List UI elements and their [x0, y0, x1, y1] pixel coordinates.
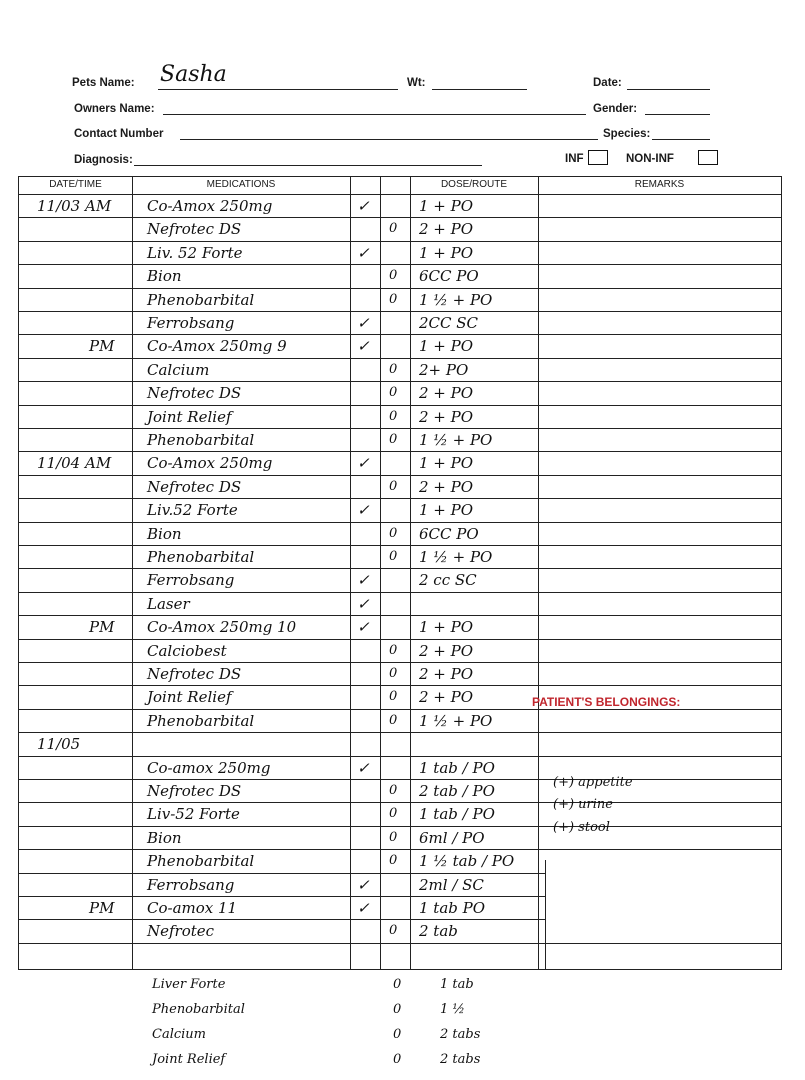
row-medication: Joint Relief	[147, 688, 232, 707]
col-header-dose: DOSE/ROUTE	[440, 179, 508, 190]
row-medication: Nefrotec	[147, 922, 215, 941]
row-dose: 6ml / PO	[419, 828, 485, 847]
col-divider	[380, 177, 381, 969]
medication-table	[18, 176, 782, 970]
contact-line	[180, 139, 598, 140]
row-dose: 2 + PO	[419, 688, 474, 707]
owners-name-line	[163, 114, 586, 115]
row-dose: 2 + PO	[419, 477, 474, 496]
row-dose: 1 tab / PO	[419, 805, 495, 824]
weight-label: Wt:	[407, 77, 426, 89]
pets-name-line	[158, 89, 398, 90]
row-date: 11/03 AM	[37, 197, 112, 215]
row-divider	[19, 756, 781, 757]
below-dose: 2 tabs	[440, 1027, 481, 1042]
row-zero: 0	[389, 408, 398, 424]
row-check: ✓	[357, 758, 370, 777]
row-divider	[19, 405, 781, 406]
row-divider	[19, 685, 781, 686]
row-medication: Phenobarbital	[147, 290, 255, 309]
row-divider	[19, 802, 781, 803]
below-medication: Phenobarbital	[152, 1002, 245, 1017]
row-medication: Co-amox 250mg	[147, 758, 271, 777]
row-divider	[19, 943, 781, 944]
row-medication: Nefrotec DS	[147, 220, 242, 239]
gender-line	[645, 114, 710, 115]
row-divider	[19, 288, 781, 289]
below-dose: 2 tabs	[440, 1052, 481, 1067]
row-zero: 0	[389, 291, 398, 307]
remark-appetite: (+) appetite	[553, 775, 633, 790]
row-zero: 0	[389, 478, 398, 494]
gender-label: Gender:	[593, 103, 638, 115]
below-zero: 0	[393, 1027, 402, 1042]
row-medication: Bion	[147, 267, 182, 286]
row-date: 11/04 AM	[37, 454, 112, 473]
row-check: ✓	[357, 899, 370, 917]
row-zero: 0	[389, 361, 398, 377]
col-divider	[410, 177, 411, 969]
row-divider	[19, 522, 781, 523]
row-divider	[19, 873, 545, 874]
row-divider	[19, 732, 781, 733]
row-divider	[19, 592, 781, 593]
col-divider	[350, 177, 351, 969]
row-medication: Laser	[147, 594, 190, 613]
date-line	[627, 89, 710, 90]
below-dose: 1 tab	[440, 977, 474, 992]
row-check: ✓	[357, 243, 370, 262]
row-dose: 2+ PO	[419, 360, 469, 379]
row-zero: 0	[389, 829, 398, 845]
row-date: PM	[89, 618, 115, 637]
row-zero: 0	[389, 525, 398, 541]
row-divider	[19, 217, 781, 218]
row-medication: Nefrotec DS	[147, 477, 242, 496]
row-dose: 6CC PO	[419, 267, 479, 286]
pets-name-label: Pets Name:	[72, 77, 135, 89]
row-dose: 2 + PO	[419, 641, 474, 660]
row-zero: 0	[389, 221, 398, 237]
below-medication: Joint Relief	[152, 1052, 226, 1067]
row-dose: 1 + PO	[419, 618, 474, 637]
row-check: ✓	[357, 594, 370, 613]
inf-checkbox[interactable]	[588, 150, 608, 165]
row-dose: 2 tab / PO	[419, 782, 495, 800]
row-medication: Nefrotec DS	[147, 384, 242, 403]
row-medication: Phenobarbital	[147, 711, 255, 730]
row-divider	[19, 615, 781, 616]
row-medication: Bion	[147, 828, 182, 847]
row-dose: 6CC PO	[419, 524, 479, 543]
row-medication: Calciobest	[147, 641, 227, 660]
row-check: ✓	[357, 337, 370, 356]
row-date: 11/05	[37, 735, 81, 754]
col-header-remarks: REMARKS	[634, 179, 685, 190]
weight-line	[432, 89, 527, 90]
remark-stool: (+) stool	[553, 820, 610, 835]
row-dose: 1 ½ + PO	[419, 290, 493, 309]
row-dose: 2 + PO	[419, 665, 474, 683]
row-divider	[19, 849, 781, 850]
non-inf-label: NON-INF	[626, 153, 674, 165]
row-check: ✓	[357, 197, 370, 215]
row-divider	[19, 451, 781, 452]
row-date: PM	[89, 337, 115, 356]
row-divider	[19, 428, 781, 429]
row-dose: 1 + PO	[419, 197, 474, 215]
row-divider	[19, 545, 781, 546]
row-dose: 2ml / SC	[419, 875, 484, 894]
row-divider	[19, 896, 545, 897]
row-check: ✓	[357, 618, 370, 637]
row-divider	[19, 194, 781, 195]
row-medication: Co-Amox 250mg 10	[147, 618, 297, 637]
row-zero: 0	[389, 666, 398, 681]
non-inf-checkbox[interactable]	[698, 150, 718, 165]
row-divider	[19, 475, 781, 476]
pets-name-value: Sasha	[160, 62, 227, 87]
row-check: ✓	[357, 314, 370, 332]
row-dose: 1 + PO	[419, 243, 474, 262]
row-dose: 2 + PO	[419, 407, 474, 426]
species-label: Species:	[603, 128, 651, 140]
row-medication: Co-Amox 250mg	[147, 454, 273, 473]
row-zero: 0	[389, 432, 398, 447]
row-divider	[19, 311, 781, 312]
row-medication: Nefrotec DS	[147, 782, 242, 800]
row-divider	[19, 241, 781, 242]
row-divider	[19, 381, 781, 382]
inf-label: INF	[565, 153, 584, 165]
row-medication: Phenobarbital	[147, 431, 255, 449]
contact-label: Contact Number	[74, 128, 164, 140]
row-medication: Joint Relief	[147, 407, 232, 426]
row-dose: 1 + PO	[419, 454, 474, 473]
row-date: PM	[89, 899, 115, 917]
row-dose: 1 tab PO	[419, 899, 486, 917]
below-zero: 0	[393, 1002, 402, 1017]
row-dose: 1 ½ + PO	[419, 548, 493, 566]
row-dose: 1 + PO	[419, 501, 474, 520]
row-divider	[19, 498, 781, 499]
date-label: Date:	[593, 77, 622, 89]
row-check: ✓	[357, 501, 370, 520]
row-dose: 2 + PO	[419, 384, 474, 403]
row-medication: Phenobarbital	[147, 548, 255, 566]
row-check: ✓	[357, 454, 370, 473]
row-zero: 0	[389, 549, 398, 564]
row-medication: Co-amox 11	[147, 899, 238, 917]
row-divider	[19, 639, 781, 640]
row-medication: Ferrobsang	[147, 875, 235, 894]
row-check: ✓	[357, 875, 370, 894]
row-medication: Ferrobsang	[147, 314, 235, 332]
row-medication: Liv-52 Forte	[147, 805, 240, 824]
row-medication: Nefrotec DS	[147, 665, 242, 683]
species-line	[652, 139, 710, 140]
row-zero: 0	[389, 923, 398, 939]
row-zero: 0	[389, 806, 398, 822]
row-medication: Bion	[147, 524, 182, 543]
below-medication: Calcium	[152, 1027, 206, 1042]
below-zero: 0	[393, 977, 402, 992]
row-divider	[19, 826, 781, 827]
row-dose: 1 ½ + PO	[419, 711, 493, 730]
row-divider	[19, 334, 781, 335]
row-dose: 1 tab / PO	[419, 758, 495, 777]
row-divider	[19, 662, 781, 663]
remark-urine: (+) urine	[553, 797, 613, 812]
row-divider	[19, 919, 545, 920]
row-dose: 2 tab	[419, 922, 458, 941]
row-zero: 0	[389, 783, 398, 798]
row-divider	[19, 568, 781, 569]
row-medication: Phenobarbital	[147, 852, 255, 871]
row-divider	[19, 358, 781, 359]
row-divider	[19, 779, 781, 780]
row-zero: 0	[389, 689, 398, 705]
row-medication: Liv. 52 Forte	[147, 243, 243, 262]
row-dose: 1 ½ + PO	[419, 431, 493, 449]
row-medication: Liv.52 Forte	[147, 501, 238, 520]
row-zero: 0	[389, 853, 398, 869]
row-zero: 0	[389, 642, 398, 658]
below-dose: 1 ½	[440, 1002, 466, 1017]
row-medication: Calcium	[147, 360, 210, 379]
row-medication: Co-Amox 250mg 9	[147, 337, 287, 356]
diagnosis-line	[134, 165, 482, 166]
row-zero: 0	[389, 385, 398, 401]
below-zero: 0	[393, 1052, 402, 1067]
row-dose: 1 ½ tab / PO	[419, 852, 515, 871]
row-dose: 2CC SC	[419, 314, 479, 332]
belongings-divider	[545, 860, 546, 969]
row-divider	[19, 264, 781, 265]
diagnosis-label: Diagnosis:	[74, 154, 133, 166]
patient-belongings-label: PATIENT'S BELONGINGS:	[532, 695, 681, 709]
row-dose: 2 cc SC	[419, 571, 477, 590]
row-medication: Ferrobsang	[147, 571, 235, 590]
col-header-datetime: DATE/TIME	[49, 179, 102, 190]
row-zero: 0	[389, 712, 398, 728]
below-medication: Liver Forte	[152, 977, 226, 992]
row-check: ✓	[357, 571, 370, 590]
col-header-medications: MEDICATIONS	[206, 179, 276, 190]
row-dose: 2 + PO	[419, 220, 474, 239]
col-divider	[538, 177, 539, 969]
row-medication: Co-Amox 250mg	[147, 197, 273, 215]
owners-name-label: Owners Name:	[74, 103, 155, 115]
col-divider	[132, 177, 133, 969]
row-dose: 1 + PO	[419, 337, 474, 356]
row-zero: 0	[389, 268, 398, 284]
